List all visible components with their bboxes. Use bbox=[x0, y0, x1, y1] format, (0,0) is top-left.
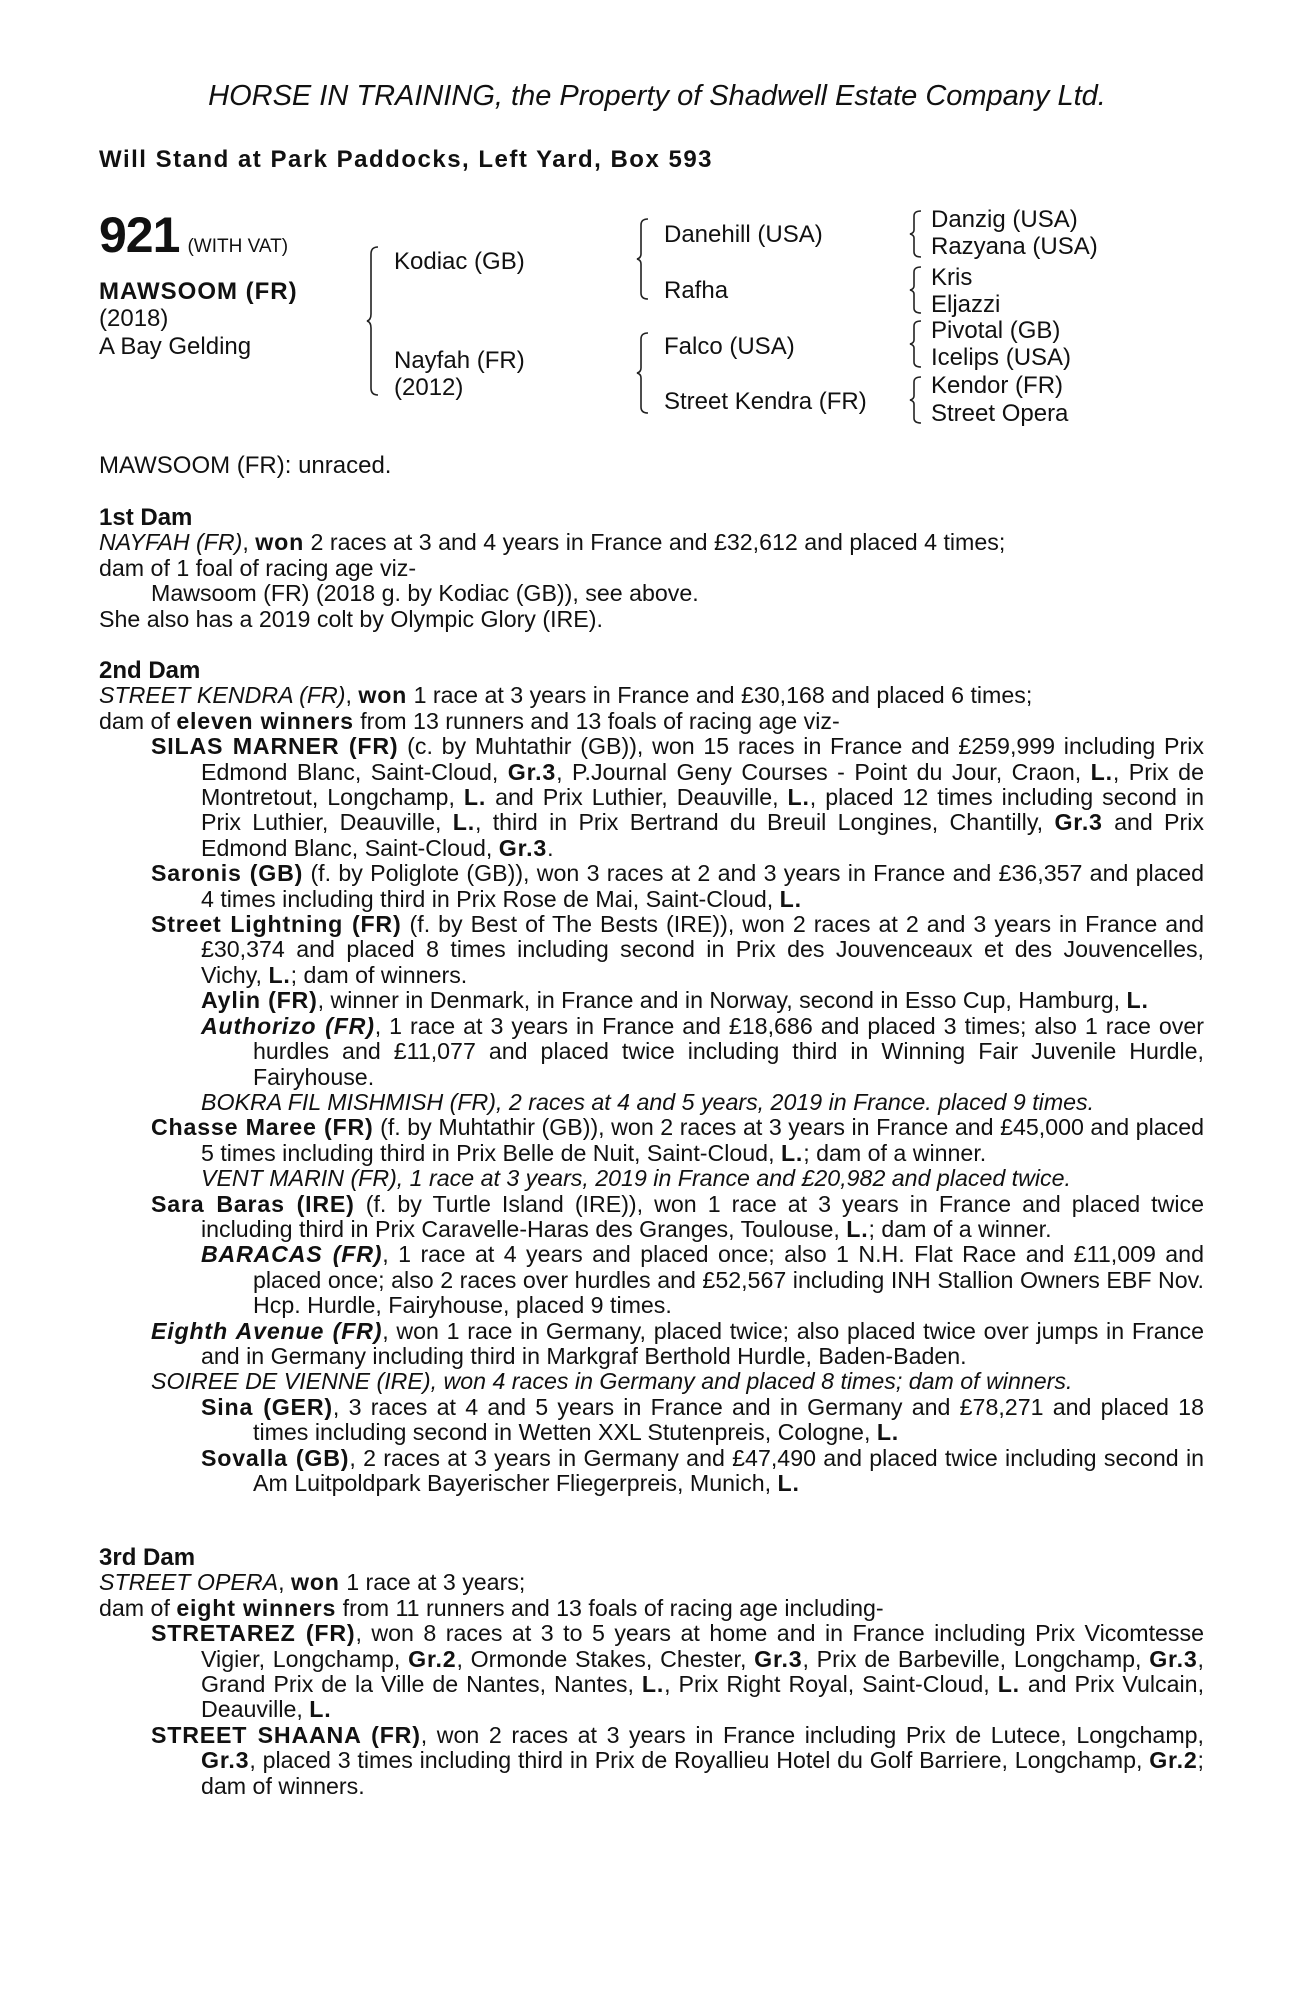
listed-label: L. bbox=[787, 784, 810, 811]
horse-entry-name: Sovalla (GB) bbox=[201, 1444, 350, 1471]
listed-label: L. bbox=[846, 1215, 869, 1242]
text: , placed 12 times including second in Prix Luthier, Deauville, bbox=[201, 784, 1204, 836]
dam-line-brace bbox=[637, 332, 653, 414]
grade-label: Gr.2 bbox=[1149, 1747, 1198, 1774]
text: (f. by Best of The Bests (IRE)), won 2 races at 2 and 3 years in France and £30,374 and placed 8 times including second in Prix des Jouvenceaux et des Jouvencelles, Vichy, bbox=[201, 911, 1204, 988]
dam-record-text: 1 race at 3 years; bbox=[339, 1569, 526, 1596]
pedigree-sire-dam: Rafha bbox=[664, 277, 729, 304]
text: from 11 runners and 13 foals of racing age including- bbox=[336, 1594, 884, 1621]
pedigree-sire: Kodiac (GB) bbox=[394, 248, 525, 275]
grade-label: Gr.2 bbox=[408, 1645, 457, 1672]
produce-entry bbox=[99, 734, 1204, 861]
separator: , bbox=[278, 1569, 291, 1596]
text: (c. by Muhtathir (GB)), won 15 races in France and £259,999 including Prix Edmond Blanc, Saint-Cloud, bbox=[201, 733, 1204, 785]
pedigree-dam-dam: Street Kendra (FR) bbox=[664, 388, 867, 415]
produce-intro bbox=[99, 1596, 1204, 1621]
text: , Prix de Montretout, Longchamp, bbox=[201, 758, 1204, 811]
listed-label: L. bbox=[309, 1696, 332, 1723]
text: , Grand Prix de la Ville de Nantes, Nantes, bbox=[201, 1645, 1204, 1698]
won-label: won bbox=[358, 682, 408, 709]
listed-label: L. bbox=[452, 809, 475, 836]
listed-label: L. bbox=[779, 885, 802, 912]
produce-entry: Mawsoom (FR) (2018 g. by Kodiac (GB)), see above. bbox=[151, 580, 699, 607]
horse-entry-name: Sara Baras (IRE) bbox=[151, 1190, 355, 1217]
lot-header bbox=[99, 206, 288, 264]
produce-entry bbox=[99, 1115, 1204, 1166]
pedigree-dam-sire: Falco (USA) bbox=[664, 333, 795, 360]
pedigree-dam-year: (2012) bbox=[394, 374, 464, 401]
g3-brace-3 bbox=[910, 320, 926, 368]
horse-year: (2018) bbox=[99, 305, 169, 332]
horse-entry-name: Authorizo (FR) bbox=[201, 1012, 375, 1039]
produce-note: She also has a 2019 colt by Olympic Glory (IRE). bbox=[99, 605, 603, 632]
won-label: won bbox=[290, 1569, 340, 1596]
lot-number: 921 bbox=[99, 207, 180, 263]
text: dam of bbox=[99, 1594, 177, 1621]
text: , Ormonde Stakes, Chester, bbox=[456, 1645, 755, 1672]
text: and Prix Vulcain, Deauville, bbox=[201, 1671, 1205, 1723]
text: ; dam of a winner. bbox=[803, 1139, 987, 1166]
separator: , bbox=[345, 682, 359, 709]
pedigree-g3-eljazzi: Eljazzi bbox=[931, 291, 1001, 318]
text: (f. by Poliglote (GB)), won 3 races at 2 and 3 years in France and £36,357 and placed 4 times including third in Prix Rose de Mai, Saint-Cloud, bbox=[201, 860, 1204, 912]
g3-brace-2 bbox=[910, 266, 926, 314]
horse-entry-name: SILAS MARNER (FR) bbox=[151, 733, 399, 760]
produce-entry bbox=[99, 1723, 1204, 1799]
text: (f. by Turtle Island (IRE)), won 1 race at 3 years in France and placed twice including third in Prix Caravelle-Haras des Granges, Toulouse, bbox=[201, 1190, 1204, 1242]
horse-entry-name: STRETAREZ (FR) bbox=[151, 1620, 356, 1647]
dam-name: STREET OPERA bbox=[99, 1569, 279, 1596]
pedigree-g3-kris: Kris bbox=[931, 264, 973, 291]
text: , Prix Right Royal, Saint-Cloud, bbox=[664, 1671, 998, 1698]
third-dam-section bbox=[99, 1545, 1204, 1799]
produce-entry bbox=[99, 912, 1204, 988]
text: , won 2 races at 3 years in France including Prix de Lutece, Longchamp, bbox=[420, 1721, 1204, 1748]
horse-entry-name: Aylin (FR) bbox=[201, 987, 318, 1014]
produce-intro: dam of 1 foal of racing age viz- bbox=[99, 554, 417, 581]
produce-entry bbox=[99, 1319, 1204, 1370]
pedigree-g3-razyana: Razyana (USA) bbox=[931, 233, 1098, 260]
text: , 2 races at 3 years in Germany and £47,490 and placed twice including second in Am Luitpoldpark Bayerischer Fliegerpreis, Munich, bbox=[253, 1444, 1205, 1496]
produce-entry bbox=[99, 861, 1204, 912]
second-dam-section bbox=[99, 658, 1204, 1496]
listed-label: L. bbox=[997, 1671, 1020, 1698]
text: , 1 race at 3 years in France and £18,686 and placed 3 times; also 1 race over hurdles and £11,077 and placed twice including third in Winning Fair Juvenile Hurdle, Fairyhouse. bbox=[253, 1012, 1205, 1090]
text: (f. by Muhtathir (GB)), won 2 races at 3 years in France and £45,000 and placed 5 times including third in Prix Belle de Nuit, Saint-Cloud, bbox=[201, 1114, 1204, 1166]
horse-entry-name: Street Lightning (FR) bbox=[151, 911, 402, 938]
listed-label: L. bbox=[463, 784, 487, 811]
pedigree-dam: Nayfah (FR) bbox=[394, 347, 525, 374]
g3-brace-1 bbox=[910, 210, 926, 258]
text: , third in Prix Bertrand du Breuil Longines, Chantilly, bbox=[474, 809, 1055, 836]
listed-label: L. bbox=[876, 1419, 900, 1446]
produce-intro bbox=[99, 709, 1204, 734]
pedigree-g3-pivotal: Pivotal (GB) bbox=[931, 317, 1061, 344]
horse-entry-name: Chasse Maree (FR) bbox=[151, 1114, 374, 1141]
text: and Prix Edmond Blanc, Saint-Cloud, bbox=[201, 809, 1204, 861]
dam-record-text: 2 races at 3 and 4 years in France and £32,612 and placed 4 times; bbox=[304, 529, 1006, 556]
produce-entry bbox=[99, 1621, 1204, 1723]
horse-entry-name: STREET SHAANA (FR) bbox=[151, 1721, 421, 1748]
section-heading: 1st Dam bbox=[99, 504, 193, 531]
grade-label: Gr.3 bbox=[754, 1645, 803, 1672]
produce-entry bbox=[99, 1242, 1204, 1318]
horse-entry-name: Sina (GER) bbox=[201, 1393, 333, 1420]
grade-label: Gr.3 bbox=[1054, 809, 1103, 836]
dam-name: NAYFAH (FR) bbox=[99, 529, 243, 556]
text: , 1 race at 4 years and placed once; also 1 N.H. Flat Race and £11,009 and placed once; also 2 races over hurdles and £52,567 including INH Stallion Owners EBF Nov. Hcp. Hurdle, Fairyhouse, placed 9 times. bbox=[253, 1241, 1204, 1319]
produce-entry bbox=[99, 988, 1204, 1013]
race-record-note: MAWSOOM (FR): unraced. bbox=[99, 452, 392, 479]
listed-label: L. bbox=[780, 1139, 804, 1166]
first-dam-section bbox=[99, 505, 1204, 632]
listed-label: L. bbox=[268, 961, 291, 988]
dam-record bbox=[99, 683, 1204, 708]
horse-entry-name: Saronis (GB) bbox=[151, 860, 304, 887]
pedigree-g3-danzig: Danzig (USA) bbox=[931, 206, 1078, 233]
text: and Prix Luthier, Deauville, bbox=[486, 784, 788, 811]
horse-name: MAWSOOM (FR) bbox=[99, 278, 298, 305]
g3-brace-4 bbox=[910, 376, 926, 424]
separator: , bbox=[242, 529, 256, 556]
produce-entry bbox=[99, 1192, 1204, 1243]
sire-line-brace bbox=[637, 218, 653, 300]
text: , placed 3 times including third in Prix de Royallieu Hotel du Golf Barriere, Longchamp, bbox=[249, 1747, 1150, 1774]
grade-label: Gr.3 bbox=[1149, 1645, 1198, 1672]
horse-entry-name: Eighth Avenue (FR) bbox=[151, 1317, 383, 1344]
dam-record bbox=[99, 530, 1204, 555]
listed-label: L. bbox=[1126, 987, 1149, 1014]
produce-entry: BOKRA FIL MISHMISH (FR), 2 races at 4 and 5 years, 2019 in France. placed 9 times. bbox=[201, 1088, 1095, 1115]
dam-name: STREET KENDRA (FR) bbox=[99, 682, 346, 709]
produce-entry: SOIREE DE VIENNE (IRE), won 4 races in Germany and placed 8 times; dam of winners. bbox=[151, 1368, 1073, 1395]
text: ; dam of a winner. bbox=[868, 1215, 1052, 1242]
produce-entry bbox=[99, 1446, 1204, 1497]
text: . bbox=[547, 834, 554, 861]
grade-label: Gr.3 bbox=[507, 758, 557, 785]
pedigree-g3-kendor: Kendor (FR) bbox=[931, 372, 1064, 399]
winners-count: eleven winners bbox=[176, 707, 354, 734]
pedigree-sire-sire: Danehill (USA) bbox=[664, 221, 823, 248]
text: , 3 races at 4 and 5 years in France and in Germany and £78,271 and placed 18 times including second in Wetten XXL Stutenpreis, Cologne, bbox=[253, 1393, 1204, 1446]
won-label: won bbox=[255, 529, 305, 556]
produce-entry bbox=[99, 1014, 1204, 1090]
pedigree-g3-street-opera: Street Opera bbox=[931, 400, 1069, 427]
text: , winner in Denmark, in France and in Norway, second in Esso Cup, Hamburg, bbox=[317, 987, 1127, 1014]
listed-label: L. bbox=[641, 1671, 665, 1698]
winners-count: eight winners bbox=[176, 1594, 337, 1621]
text: , won 8 races at 3 to 5 years at home and in France including Prix Vicomtesse Vigier, Longchamp, bbox=[201, 1620, 1204, 1672]
text: , Prix de Barbeville, Longchamp, bbox=[802, 1645, 1150, 1672]
grade-label: Gr.3 bbox=[498, 834, 548, 861]
dam-record bbox=[99, 1570, 1204, 1595]
text: , won 1 race in Germany, placed twice; also placed twice over jumps in France and in Germany including third in Markgraf Berthold Hurdle, Baden-Baden. bbox=[201, 1317, 1204, 1369]
text: , P.Journal Geny Courses - Point du Jour, Craon, bbox=[556, 758, 1091, 785]
section-heading: 3rd Dam bbox=[99, 1544, 196, 1571]
sire-dam-brace bbox=[367, 246, 383, 396]
dam-record-text: 1 race at 3 years in France and £30,168 and placed 6 times; bbox=[407, 682, 1033, 709]
text: from 13 runners and 13 foals of racing age viz- bbox=[353, 707, 840, 734]
pedigree-g3-icelips: Icelips (USA) bbox=[931, 344, 1072, 371]
produce-entry: VENT MARIN (FR), 1 race at 3 years, 2019 in France and £20,982 and placed twice. bbox=[201, 1165, 1071, 1192]
page-title: HORSE IN TRAINING, the Property of Shadwell Estate Company Ltd. bbox=[208, 80, 1106, 112]
produce-entry bbox=[99, 1395, 1204, 1446]
horse-entry-name: BARACAS (FR) bbox=[201, 1241, 383, 1268]
section-heading: 2nd Dam bbox=[99, 657, 201, 684]
listed-label: L. bbox=[777, 1470, 800, 1496]
listed-label: L. bbox=[1090, 758, 1113, 785]
text: ; dam of winners. bbox=[201, 1747, 1204, 1799]
horse-description: A Bay Gelding bbox=[99, 333, 252, 360]
stand-location: Will Stand at Park Paddocks, Left Yard, Box 593 bbox=[99, 146, 714, 173]
text: ; dam of winners. bbox=[290, 961, 468, 988]
text: dam of bbox=[99, 707, 177, 734]
vat-note: (WITH VAT) bbox=[187, 236, 289, 257]
grade-label: Gr.3 bbox=[201, 1747, 250, 1774]
